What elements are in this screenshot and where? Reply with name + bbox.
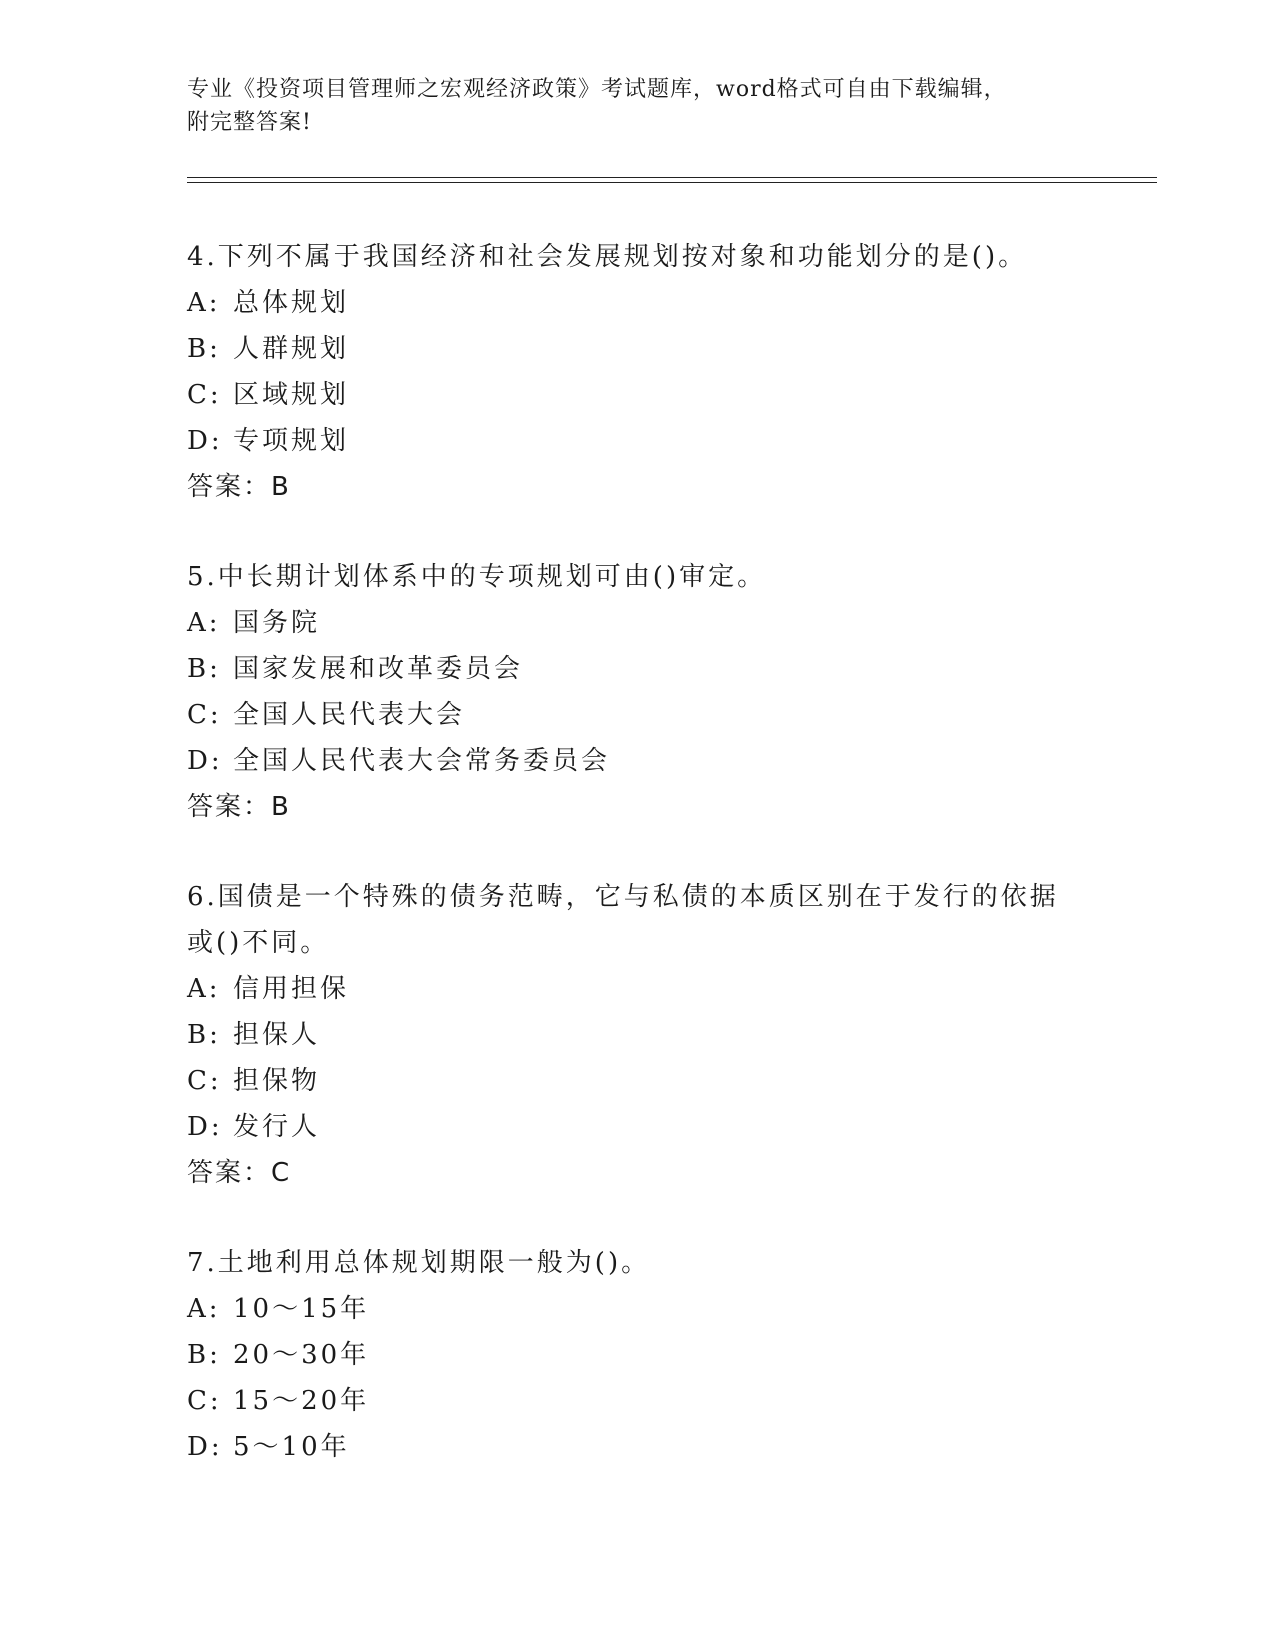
option-text: 国务院 — [233, 608, 321, 638]
option-letter: B: — [187, 654, 221, 684]
question-stem: 7.土地利用总体规划期限一般为()。 — [187, 1248, 651, 1278]
option-letter: B: — [187, 334, 221, 364]
option-c — [187, 1378, 1087, 1424]
option-letter: D: — [187, 1112, 223, 1142]
option-text: 全国人民代表大会常务委员会 — [233, 746, 611, 776]
question-stem: 5.中长期计划体系中的专项规划可由()审定。 — [187, 562, 767, 592]
option-text: 20～30年 — [233, 1340, 370, 1370]
question-5 — [187, 554, 1087, 830]
option-text: 人群规划 — [233, 334, 350, 364]
option-c — [187, 372, 1087, 418]
option-letter: C: — [187, 700, 222, 730]
option-letter: D: — [187, 426, 223, 456]
option-letter: D: — [187, 1432, 223, 1462]
option-text: 国家发展和改革委员会 — [233, 654, 524, 684]
question-4 — [187, 234, 1087, 510]
option-d — [187, 418, 1087, 464]
question-7 — [187, 1240, 1087, 1470]
option-text: 10～15年 — [233, 1294, 370, 1324]
option-a — [187, 966, 1087, 1012]
question-stem: 6.国债是一个特殊的债务范畴，它与私债的本质区别在于发行的依据或()不同。 — [187, 882, 1059, 958]
option-b — [187, 326, 1087, 372]
answer-line: 答案：B — [187, 792, 291, 822]
option-text: 专项规划 — [233, 426, 350, 456]
option-text: 区域规划 — [233, 380, 350, 410]
answer-line: 答案：B — [187, 472, 291, 502]
option-letter: C: — [187, 1066, 222, 1096]
option-text: 全国人民代表大会 — [233, 700, 466, 730]
option-letter: A: — [187, 1294, 221, 1324]
option-text: 担保物 — [233, 1066, 321, 1096]
header-line-2: 附完整答案! — [187, 110, 312, 135]
option-text: 信用担保 — [233, 974, 350, 1004]
answer-line: 答案：C — [187, 1158, 292, 1188]
option-b — [187, 646, 1087, 692]
option-d — [187, 738, 1087, 784]
header-line-1: 专业《投资项目管理师之宏观经济政策》考试题库，word格式可自由下载编辑， — [187, 77, 1007, 102]
option-b — [187, 1012, 1087, 1058]
option-letter: A: — [187, 608, 221, 638]
option-a — [187, 600, 1087, 646]
option-text: 15～20年 — [233, 1386, 370, 1416]
header-divider-bottom — [187, 182, 1157, 183]
option-text: 总体规划 — [233, 288, 350, 318]
document-header — [187, 73, 1087, 139]
option-letter: B: — [187, 1020, 221, 1050]
option-text: 担保人 — [233, 1020, 321, 1050]
option-c — [187, 692, 1087, 738]
question-6 — [187, 874, 1087, 1196]
option-letter: A: — [187, 288, 221, 318]
option-letter: D: — [187, 746, 223, 776]
option-d — [187, 1104, 1087, 1150]
option-letter: B: — [187, 1340, 221, 1370]
option-b — [187, 1332, 1087, 1378]
option-c — [187, 1058, 1087, 1104]
option-d — [187, 1424, 1087, 1470]
option-text: 5～10年 — [233, 1432, 350, 1462]
option-a — [187, 280, 1087, 326]
header-divider-top — [187, 177, 1157, 178]
option-letter: A: — [187, 974, 221, 1004]
option-text: 发行人 — [233, 1112, 321, 1142]
question-stem: 4.下列不属于我国经济和社会发展规划按对象和功能划分的是()。 — [187, 242, 1028, 272]
option-letter: C: — [187, 1386, 222, 1416]
option-a — [187, 1286, 1087, 1332]
option-letter: C: — [187, 380, 222, 410]
